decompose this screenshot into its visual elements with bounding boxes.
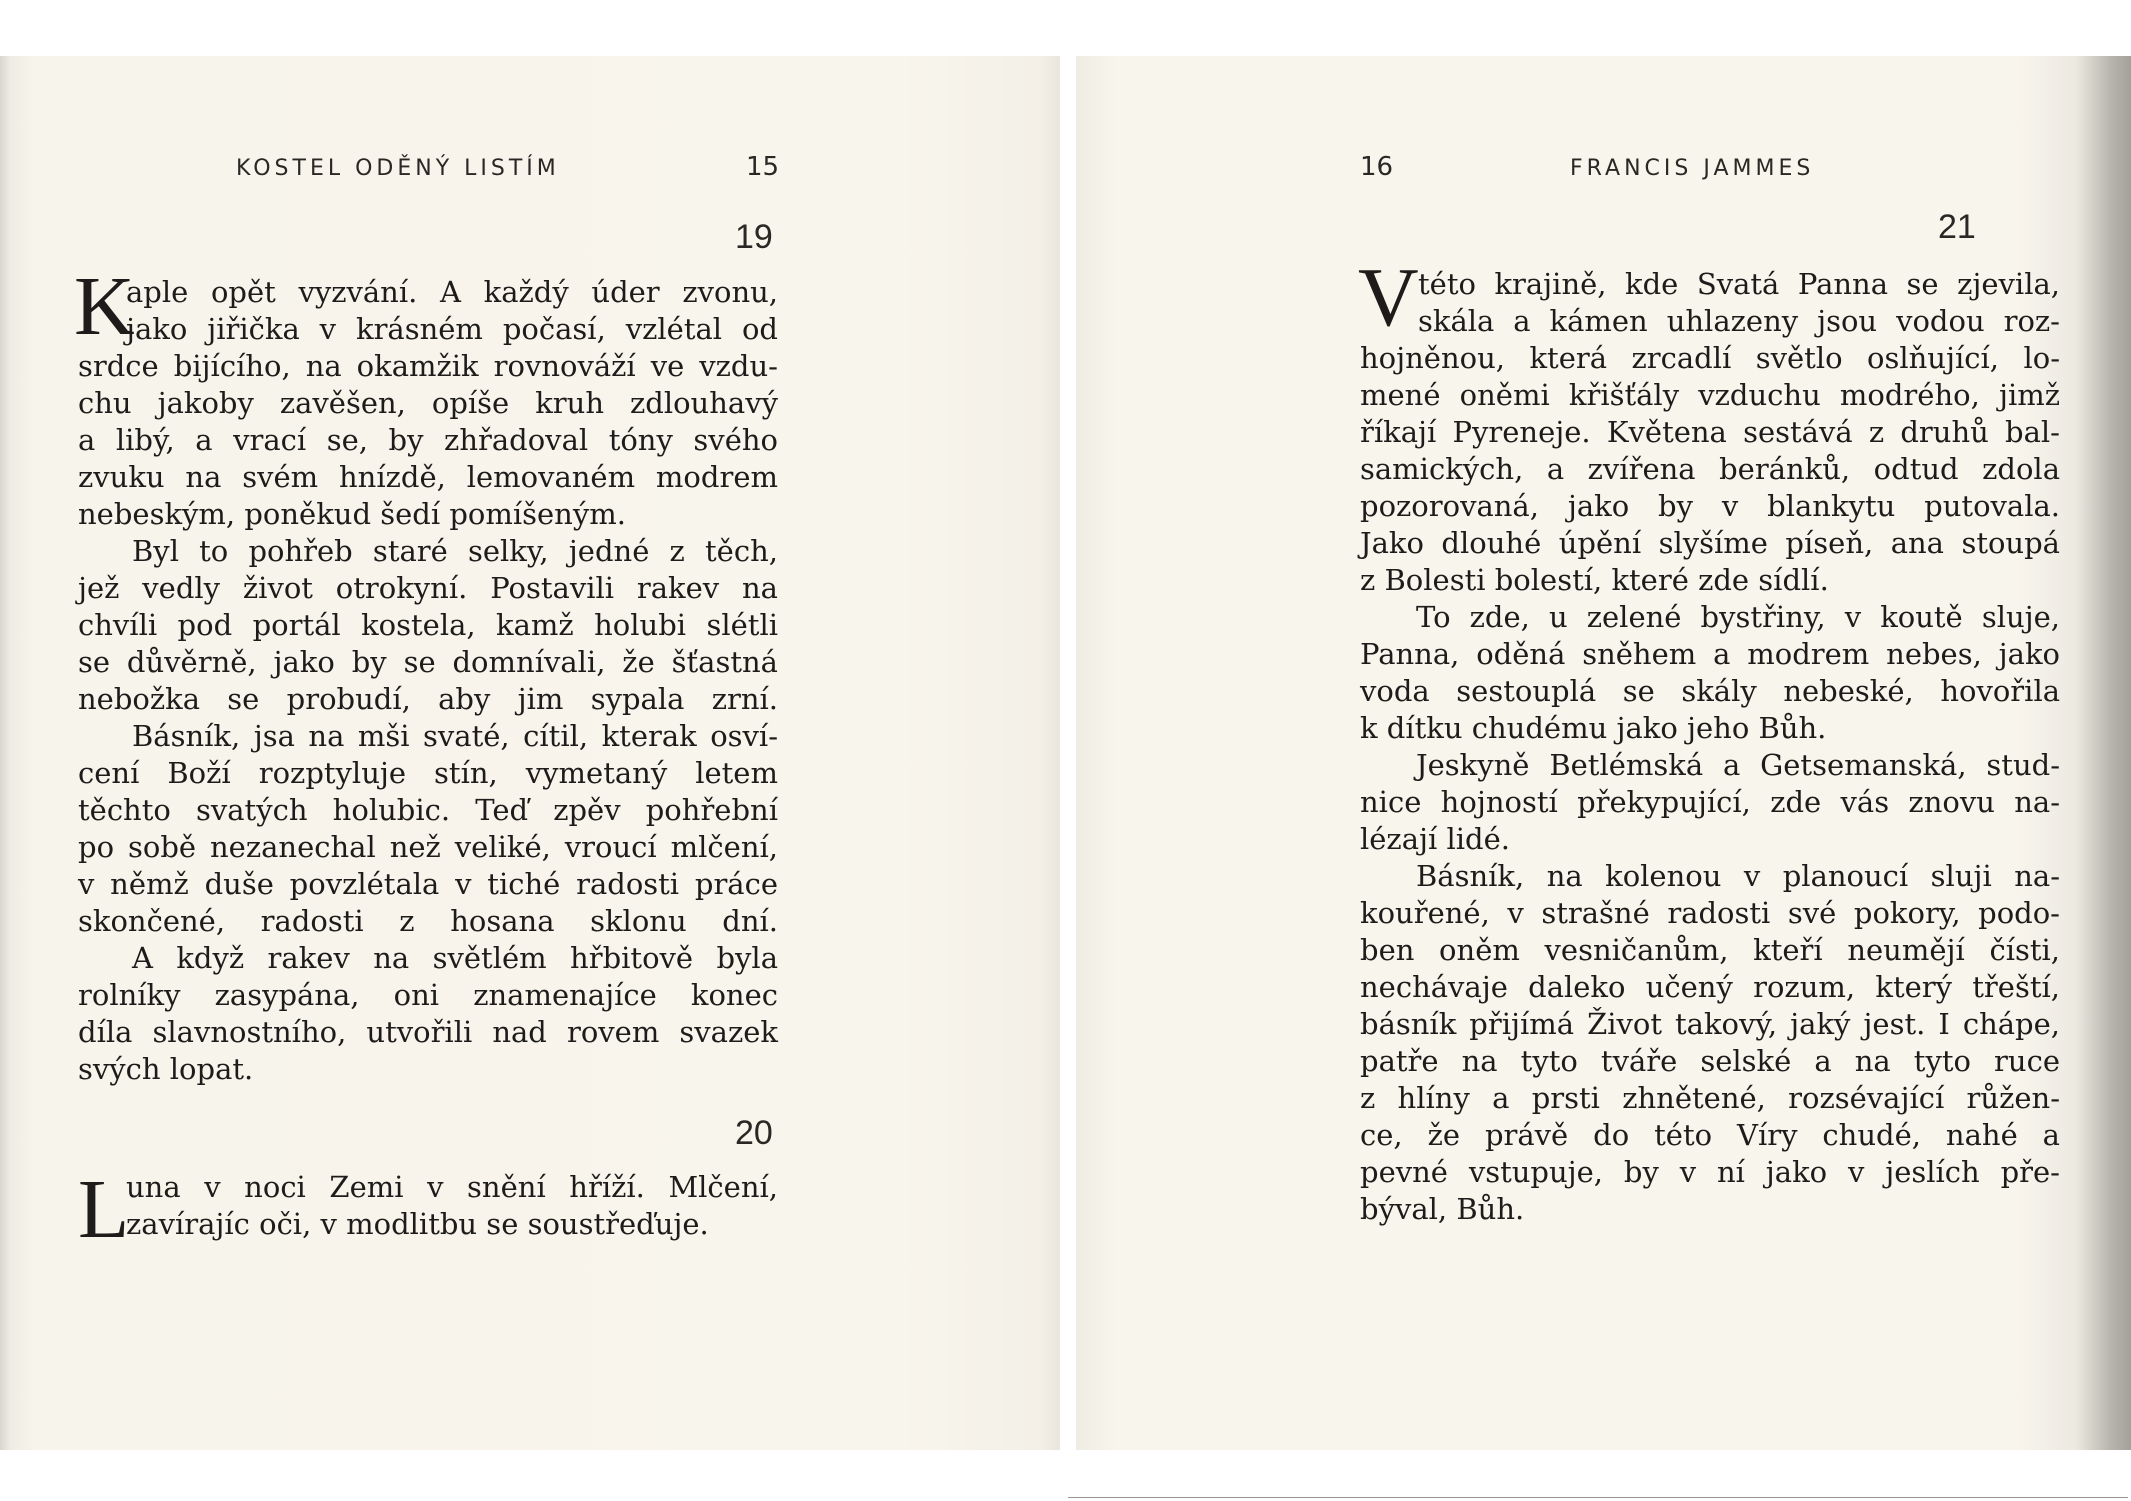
page-number: 15: [746, 152, 780, 182]
text-line: kouřené, v strašné radosti své pokory, podo-: [1360, 896, 2060, 930]
text-line: býval, Bůh.: [1360, 1192, 1525, 1226]
text-line: nebožka se probudí, aby jim sypala zrní.: [78, 682, 779, 716]
text-line: rolníky zasypána, oni znamenajíce konec: [78, 978, 778, 1012]
text-line: této krajině, kde Svatá Panna se zjevila,: [1418, 267, 2060, 301]
text-line: A když rakev na světlém hřbitově byla: [132, 941, 778, 975]
text-line: pozorovaná, jako by v blankytu putovala.: [1360, 489, 2060, 523]
text-line: říkají Pyreneje. Květena sestává z druhů bal-: [1360, 415, 2060, 449]
text-line: díla slavnostního, utvořili nad rovem svazek: [78, 1015, 778, 1049]
text-line: patře na tyto tváře selské a na tyto ruce: [1360, 1044, 2060, 1078]
text-line: lézají lidé.: [1360, 822, 1510, 856]
text-line: zvuku na svém hnízdě, lemovaném modrem: [78, 460, 778, 494]
right-page: [1076, 56, 2131, 1450]
text-line: těchto svatých holubic. Teď zpěv pohřební: [78, 793, 778, 827]
text-line: nechávaje daleko učený rozum, který třeští,: [1360, 970, 2060, 1004]
text-line: Básník, jsa na mši svaté, cítil, kterak osví-: [132, 719, 779, 753]
text-line: ben oněm vesničanům, kteří neumějí čísti,: [1360, 933, 2060, 967]
text-line: v němž duše povzlétala v tiché radosti práce: [78, 867, 779, 901]
running-head: KOSTEL ODĚNÝ LISTÍM: [236, 156, 560, 181]
text-line: Jako dlouhé úpění slyšíme píseň, ana stoupá: [1360, 526, 2060, 560]
section-number: 20: [735, 1114, 773, 1152]
text-line: Jeskyně Betlémská a Getsemanská, stud-: [1416, 748, 2060, 782]
text-line: skončené, radosti z hosana sklonu dní.: [78, 904, 779, 938]
text-line: zavírajíc oči, v modlitbu se soustřeďuje.: [126, 1207, 709, 1241]
text-line: z hlíny a prsti zhnětené, rozsévající růžen-: [1360, 1081, 2060, 1115]
drop-cap: V: [1358, 251, 1419, 344]
text-line: una v noci Zemi v snění hříží. Mlčení,: [126, 1170, 779, 1204]
running-head: FRANCIS JAMMES: [1570, 156, 1815, 181]
text-line: ce, že právě do této Víry chudé, nahé a: [1360, 1118, 2060, 1152]
section-number: 21: [1938, 208, 1976, 246]
section-number: 19: [735, 218, 773, 256]
text-line: svých lopat.: [78, 1052, 254, 1086]
text-line: chvíli pod portál kostela, kamž holubi slétli: [78, 608, 778, 642]
text-line: aple opět vyzvání. A každý úder zvonu,: [126, 275, 779, 309]
text-line: mené oněmi křišťály vzduchu modrého, jimž: [1360, 378, 2061, 412]
text-line: po sobě nezanechal než veliké, vroucí mlčení,: [78, 830, 778, 864]
text-line: nice hojností překypující, zde vás znovu na-: [1360, 785, 2060, 819]
text-line: k dítku chudému jako jeho Bůh.: [1360, 711, 1827, 745]
text-block: [78, 274, 832, 1088]
text-line: básník přijímá Život takový, jaký jest. I chápe,: [1360, 1007, 2060, 1041]
text-line: cení Boží rozptyluje stín, vymetaný letem: [78, 756, 778, 790]
text-line: se důvěrně, jako by se domnívali, že šťastná: [78, 645, 778, 679]
text-line: z Bolesti bolestí, které zde sídlí.: [1360, 563, 1829, 597]
drop-cap: L: [78, 1163, 130, 1256]
page-number: 16: [1360, 152, 1394, 182]
text-line: Panna, oděná sněhem a modrem nebes, jako: [1360, 637, 2060, 671]
text-line: skála a kámen uhlazeny jsou vodou roz-: [1418, 304, 2060, 338]
drop-cap: K: [74, 260, 135, 353]
text-line: pevné vstupuje, by v ní jako v jeslích pře-: [1360, 1155, 2060, 1189]
left-page: [0, 56, 1060, 1450]
text-block: [78, 1169, 826, 1243]
text-line: jež vedly život otrokyní. Postavili rakev na: [78, 571, 778, 605]
text-block: [1360, 266, 2118, 1228]
text-line: chu jakoby zavěšen, opíše kruh zdlouhavý: [78, 386, 778, 420]
text-line: hojněnou, která zrcadlí světlo oslňující, lo-: [1360, 341, 2060, 375]
text-line: To zde, u zelené bystřiny, v koutě sluje,: [1416, 600, 2061, 634]
text-line: jako jiřička v krásném počasí, vzlétal od: [126, 312, 778, 346]
text-line: nebeským, poněkud šedí pomíšeným.: [78, 497, 626, 531]
text-line: samických, a zvířena beránků, odtud zdola: [1360, 452, 2060, 486]
bottom-rule: [1068, 1497, 2128, 1498]
text-line: voda sestouplá se skály nebeské, hovořila: [1360, 674, 2061, 708]
text-line: srdce bijícího, na okamžik rovnováží ve vzdu-: [78, 349, 778, 383]
text-line: Byl to pohřeb staré selky, jedné z těch,: [132, 534, 778, 568]
text-line: Básník, na kolenou v planoucí sluji na-: [1416, 859, 2060, 893]
text-line: a libý, a vrací se, by zhřadoval tóny svého: [78, 423, 778, 457]
